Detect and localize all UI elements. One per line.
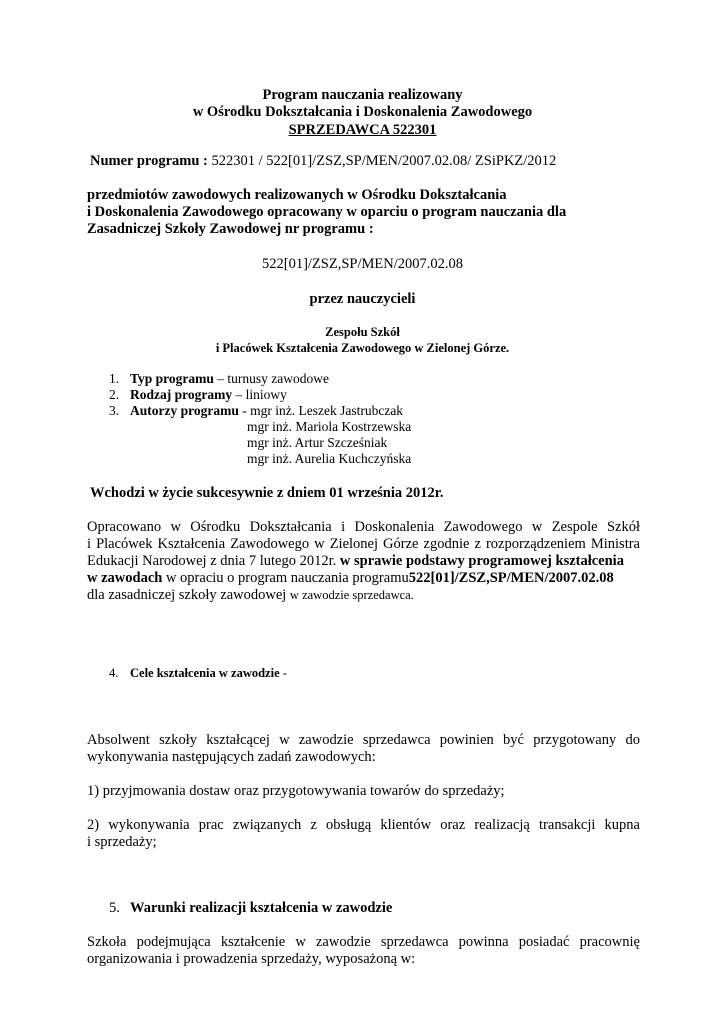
list-item-content: [130, 386, 287, 403]
list-text: – liniowy: [232, 387, 287, 402]
list-number: 2.: [109, 387, 120, 402]
title-line-1: Program nauczania realizowany: [262, 87, 463, 103]
author-name: mgr inż. Aurelia Kuchczyńska: [247, 451, 412, 466]
list-label: Autorzy programu: [130, 403, 239, 418]
base-program-number: 522[01]/ZSZ,SP/MEN/2007.02.08: [262, 256, 463, 272]
task-2-line-2: i sprzedaży;: [87, 834, 157, 850]
task-2-line-1: 2) wykonywania prac związanych z obsługą klientów oraz realizacją transakcji kupna: [87, 817, 640, 833]
list-item: [109, 386, 119, 403]
list-text: - mgr inż. Leszek Jastrubczak: [238, 403, 404, 418]
prepared-program-code: 522[01]/ZSZ,SP/MEN/2007.02.08: [408, 570, 614, 586]
list-number: 1.: [109, 371, 120, 386]
prepared-line-5: [87, 586, 414, 604]
graduate-line-2: wykonywania następujących zadań zawodowych:: [87, 749, 376, 765]
list-label: Rodzaj programy: [130, 387, 233, 402]
author-name: mgr inż. Artur Szcześniak: [247, 435, 388, 450]
school-line-2: i Placówek Kształcenia Zawodowego w Zielonej Górze.: [215, 341, 510, 355]
list-item-content: [130, 370, 329, 387]
title-line-3: SPRZEDAWCA 522301: [288, 122, 437, 138]
section-5-number: 5.: [109, 900, 120, 916]
school-req-line-2: organizowania i prowadzenia sprzedaży, wyposażoną w:: [87, 951, 416, 967]
prepared-text: w opraciu o program nauczania programu: [162, 570, 409, 586]
program-number: [90, 152, 556, 170]
program-number-value: 522301 / 522[01]/ZSZ,SP/MEN/2007.02.08/ ZSiPKZ/2012: [207, 153, 557, 169]
list-number: 3.: [109, 403, 120, 418]
subjects-line-2: i Doskonalenia Zawodowego opracowany w oparciu o program nauczania dla: [87, 204, 567, 220]
prepared-bold-text: w zawodach: [87, 570, 163, 586]
graduate-line-1: Absolwent szkoły kształcącej w zawodzie sprzedawca powinien być przygotowany do: [87, 732, 640, 748]
school-line-1: Zespołu Szkół: [325, 325, 400, 339]
subjects-line-3: Zasadniczej Szkoły Zawodowej nr programu :: [87, 221, 374, 237]
section-5-title: Warunki realizacji kształcenia w zawodzie: [130, 900, 393, 916]
prepared-text: dla zasadniczej szkoły zawodowej: [87, 587, 290, 603]
prepared-line-1: Opracowano w Ośrodku Dokształcania i Doskonalenia Zawodowego w Zespole Szkół: [87, 519, 640, 535]
list-item-content: [130, 402, 403, 419]
section-4-heading: [130, 665, 287, 681]
list-item: [109, 370, 119, 387]
section-4-suffix: -: [279, 666, 287, 680]
effective-date: Wchodzi w życie sukcesywnie z dniem 01 września 2012r.: [90, 485, 444, 501]
section-4-number: 4.: [109, 666, 119, 680]
list-text: – turnusy zawodowe: [213, 371, 329, 386]
section-4-title: Cele kształcenia w zawodzie: [130, 666, 280, 680]
prepared-line-3: [87, 552, 624, 570]
subjects-line-1: przedmiotów zawodowych realizowanych w Ośrodku Dokształcania: [87, 187, 507, 203]
author-name: mgr inż. Mariola Kostrzewska: [247, 419, 412, 434]
prepared-bold-text: w sprawie podstawy programowej kształcenia: [339, 553, 624, 569]
task-1: 1) przyjmowania dostaw oraz przygotowywania towarów do sprzedaży;: [87, 783, 505, 799]
list-label: Typ programu: [130, 371, 214, 386]
by-teachers: przez nauczycieli: [309, 291, 416, 307]
list-item: [109, 402, 119, 419]
title-line-2: w Ośrodku Dokształcania i Doskonalenia Zawodowego: [192, 104, 533, 120]
prepared-small-text: w zawodzie sprzedawca.: [289, 588, 414, 602]
school-req-line-1: Szkoła podejmująca kształcenie w zawodzie sprzedawca powinna posiadać pracownię: [87, 934, 640, 950]
program-number-label: Numer programu :: [90, 153, 208, 169]
prepared-text: Edukacji Narodowej z dnia 7 lutego 2012r.: [87, 553, 340, 569]
prepared-line-4: [87, 569, 614, 587]
prepared-line-2: i Placówek Kształcenia Zawodowego w Zielonej Górze zgodnie z rozporządzeniem Ministra: [87, 536, 640, 552]
